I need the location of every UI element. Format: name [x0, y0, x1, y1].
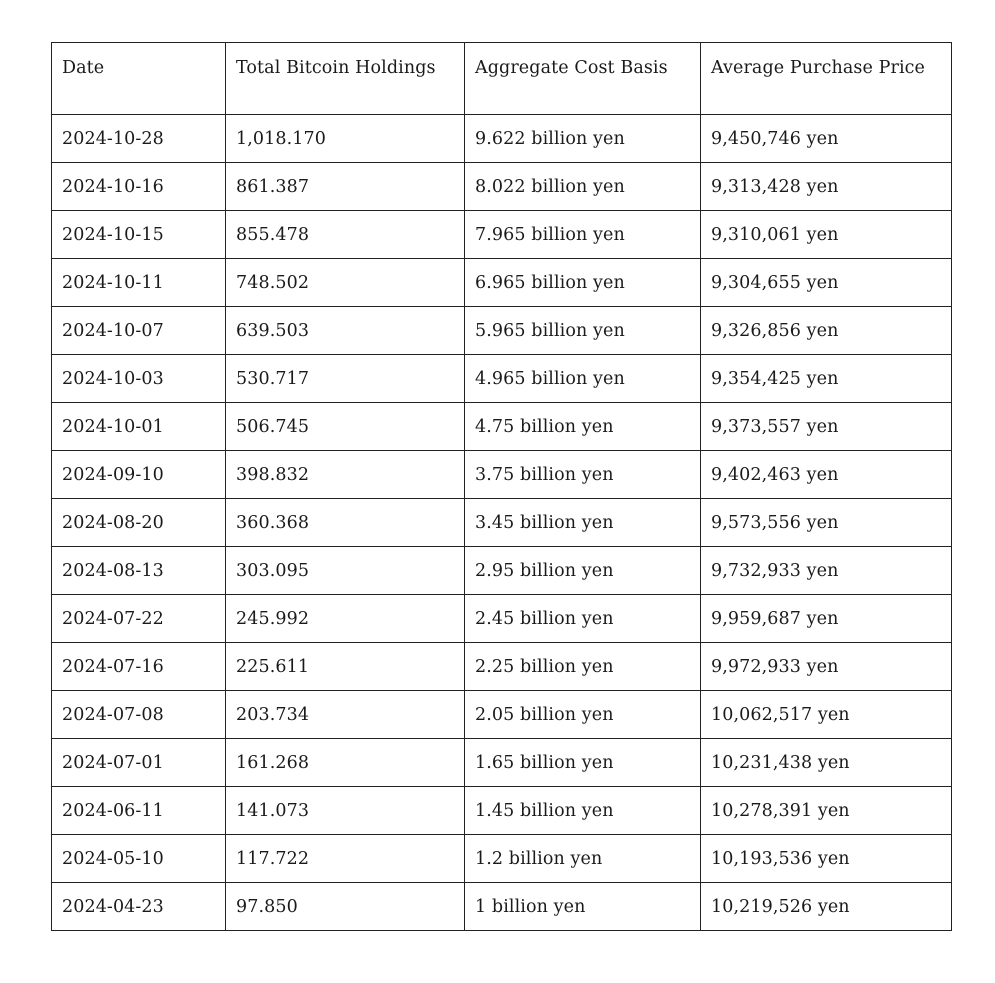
cell-average-purchase-price: 9,959,687 yen [701, 595, 952, 643]
cell-average-purchase-price: 10,219,526 yen [701, 883, 952, 931]
header-average-purchase-price: Average Purchase Price [701, 43, 952, 115]
cell-aggregate-cost-basis: 4.965 billion yen [465, 355, 701, 403]
bitcoin-holdings-table-container [51, 42, 952, 931]
cell-aggregate-cost-basis: 2.45 billion yen [465, 595, 701, 643]
cell-total-bitcoin-holdings: 245.992 [226, 595, 465, 643]
cell-total-bitcoin-holdings: 360.368 [226, 499, 465, 547]
cell-average-purchase-price: 9,402,463 yen [701, 451, 952, 499]
bitcoin-holdings-table [51, 42, 952, 931]
cell-date: 2024-08-20 [52, 499, 226, 547]
cell-date: 2024-08-13 [52, 547, 226, 595]
header-aggregate-cost-basis: Aggregate Cost Basis [465, 43, 701, 115]
cell-date: 2024-07-16 [52, 643, 226, 691]
table-row [52, 115, 952, 163]
cell-aggregate-cost-basis: 9.622 billion yen [465, 115, 701, 163]
cell-average-purchase-price: 9,373,557 yen [701, 403, 952, 451]
table-row [52, 163, 952, 211]
cell-average-purchase-price: 9,310,061 yen [701, 211, 952, 259]
cell-average-purchase-price: 10,193,536 yen [701, 835, 952, 883]
cell-total-bitcoin-holdings: 97.850 [226, 883, 465, 931]
cell-date: 2024-10-16 [52, 163, 226, 211]
cell-average-purchase-price: 9,450,746 yen [701, 115, 952, 163]
cell-total-bitcoin-holdings: 1,018.170 [226, 115, 465, 163]
table-row [52, 835, 952, 883]
table-row [52, 787, 952, 835]
cell-date: 2024-07-08 [52, 691, 226, 739]
cell-date: 2024-10-01 [52, 403, 226, 451]
cell-aggregate-cost-basis: 7.965 billion yen [465, 211, 701, 259]
cell-aggregate-cost-basis: 2.05 billion yen [465, 691, 701, 739]
cell-total-bitcoin-holdings: 748.502 [226, 259, 465, 307]
cell-total-bitcoin-holdings: 141.073 [226, 787, 465, 835]
cell-total-bitcoin-holdings: 855.478 [226, 211, 465, 259]
table-header-row [52, 43, 952, 115]
cell-average-purchase-price: 9,313,428 yen [701, 163, 952, 211]
table-row [52, 451, 952, 499]
cell-aggregate-cost-basis: 8.022 billion yen [465, 163, 701, 211]
cell-total-bitcoin-holdings: 506.745 [226, 403, 465, 451]
cell-total-bitcoin-holdings: 530.717 [226, 355, 465, 403]
cell-date: 2024-06-11 [52, 787, 226, 835]
cell-average-purchase-price: 9,972,933 yen [701, 643, 952, 691]
table-row [52, 691, 952, 739]
cell-aggregate-cost-basis: 1 billion yen [465, 883, 701, 931]
cell-date: 2024-07-22 [52, 595, 226, 643]
cell-aggregate-cost-basis: 4.75 billion yen [465, 403, 701, 451]
cell-aggregate-cost-basis: 3.75 billion yen [465, 451, 701, 499]
cell-aggregate-cost-basis: 3.45 billion yen [465, 499, 701, 547]
cell-average-purchase-price: 10,062,517 yen [701, 691, 952, 739]
cell-total-bitcoin-holdings: 161.268 [226, 739, 465, 787]
table-row [52, 643, 952, 691]
cell-total-bitcoin-holdings: 861.387 [226, 163, 465, 211]
cell-total-bitcoin-holdings: 117.722 [226, 835, 465, 883]
header-date: Date [52, 43, 226, 115]
table-row [52, 739, 952, 787]
cell-average-purchase-price: 9,732,933 yen [701, 547, 952, 595]
cell-total-bitcoin-holdings: 203.734 [226, 691, 465, 739]
table-body [52, 115, 952, 931]
cell-date: 2024-07-01 [52, 739, 226, 787]
table-row [52, 403, 952, 451]
cell-average-purchase-price: 9,304,655 yen [701, 259, 952, 307]
cell-total-bitcoin-holdings: 639.503 [226, 307, 465, 355]
table-row [52, 259, 952, 307]
cell-average-purchase-price: 9,326,856 yen [701, 307, 952, 355]
table-row [52, 547, 952, 595]
cell-total-bitcoin-holdings: 225.611 [226, 643, 465, 691]
cell-aggregate-cost-basis: 1.65 billion yen [465, 739, 701, 787]
cell-average-purchase-price: 9,354,425 yen [701, 355, 952, 403]
cell-date: 2024-10-15 [52, 211, 226, 259]
table-row [52, 307, 952, 355]
table-row [52, 883, 952, 931]
cell-average-purchase-price: 10,231,438 yen [701, 739, 952, 787]
cell-date: 2024-10-03 [52, 355, 226, 403]
cell-average-purchase-price: 9,573,556 yen [701, 499, 952, 547]
cell-aggregate-cost-basis: 2.25 billion yen [465, 643, 701, 691]
cell-date: 2024-10-11 [52, 259, 226, 307]
cell-aggregate-cost-basis: 6.965 billion yen [465, 259, 701, 307]
cell-aggregate-cost-basis: 1.2 billion yen [465, 835, 701, 883]
cell-average-purchase-price: 10,278,391 yen [701, 787, 952, 835]
cell-date: 2024-09-10 [52, 451, 226, 499]
table-row [52, 595, 952, 643]
cell-date: 2024-05-10 [52, 835, 226, 883]
cell-aggregate-cost-basis: 1.45 billion yen [465, 787, 701, 835]
table-row [52, 211, 952, 259]
cell-total-bitcoin-holdings: 398.832 [226, 451, 465, 499]
header-total-bitcoin-holdings: Total Bitcoin Holdings [226, 43, 465, 115]
cell-date: 2024-10-07 [52, 307, 226, 355]
cell-aggregate-cost-basis: 2.95 billion yen [465, 547, 701, 595]
cell-total-bitcoin-holdings: 303.095 [226, 547, 465, 595]
table-row [52, 499, 952, 547]
cell-aggregate-cost-basis: 5.965 billion yen [465, 307, 701, 355]
cell-date: 2024-10-28 [52, 115, 226, 163]
table-row [52, 355, 952, 403]
cell-date: 2024-04-23 [52, 883, 226, 931]
